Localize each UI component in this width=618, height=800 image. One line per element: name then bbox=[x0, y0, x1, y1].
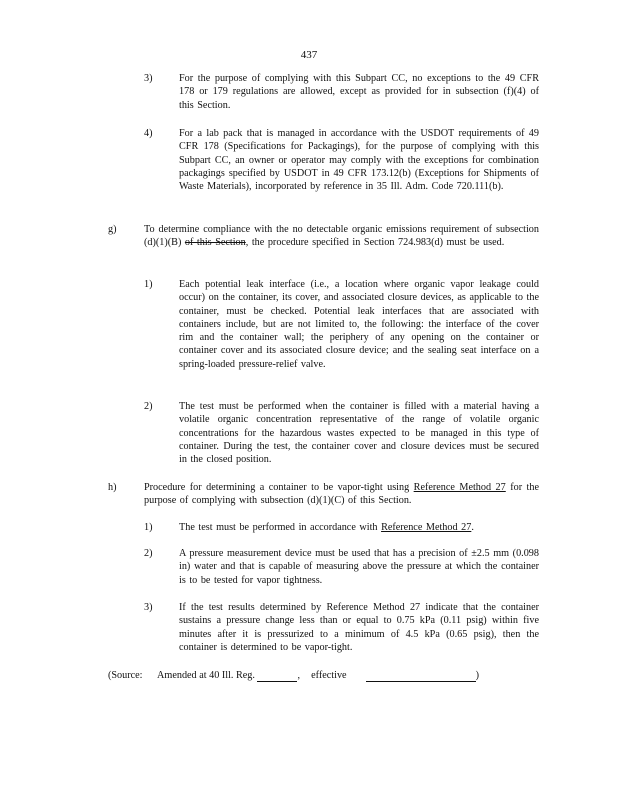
paragraph-label: 1) bbox=[144, 279, 153, 290]
source-effective: effective bbox=[311, 670, 347, 681]
paragraph-label: 4) bbox=[144, 128, 153, 139]
paragraph-label: 3) bbox=[144, 73, 153, 84]
paragraph-label: 1) bbox=[144, 522, 153, 533]
paragraph-label: 2) bbox=[144, 548, 153, 559]
paragraph-text: Each potential leak interface (i.e., a location where organic vapor leakage could occur) on the container, its cover, and associated closure devices, as applicable to the container, must be checked. Potential leak interfaces that are associated with containers include, but are not limited to, the following: the interface of the cover rim and the container wall; the periphery of any opening on the container or container cover and its associated closure device; and the sealing seat interface on a spring-loaded pressure-relief valve. bbox=[179, 279, 539, 370]
paragraph-text-part-a: The test must be performed in accordance with bbox=[179, 522, 378, 533]
paragraph-h2 bbox=[144, 547, 539, 587]
paragraph-text: The test must be performed when the container is filled with a material having a volatile organic concentration representative of the range of volatile organic concentrations for the hazardous wastes expected to be managed in this type of container. During the test, the container cover and closure devices must be secured in the closed position. bbox=[179, 401, 539, 466]
paragraph-text: If the test results determined by Reference Method 27 indicate that the container sustains a pressure change less than or equal to 0.75 kPa (0.11 psig) within five minutes after it is pressurized to a minimum of 4.5 kPa (0.65 psig), then the container is determined to be vapor-tight. bbox=[179, 602, 539, 653]
subsection-text-part-b: , the procedure specified in Section 724.983(d) must be used. bbox=[245, 237, 505, 249]
paragraph-h1 bbox=[144, 521, 539, 534]
source-note: (Source: Amended at 40 Ill. Reg. , effective ) bbox=[108, 670, 480, 681]
subsection-text bbox=[144, 223, 539, 250]
effective-date-blank bbox=[366, 670, 476, 682]
subsection-text bbox=[144, 481, 539, 508]
subsection-label: g) bbox=[108, 224, 117, 235]
paragraph-text bbox=[179, 521, 539, 534]
paragraph-g2 bbox=[144, 400, 539, 466]
source-amended: Amended at 40 Ill. Reg. bbox=[157, 670, 255, 681]
subsection-text-part-a: Procedure for determining a container to be vapor-tight using bbox=[144, 482, 410, 493]
paragraph-text: For the purpose of complying with this Subpart CC, no exceptions to the 49 CFR 178 or 179 regulations are allowed, except as provided for in subsection (f)(4) of this Section. bbox=[179, 73, 539, 111]
paragraph-h3 bbox=[144, 601, 539, 654]
paragraph-label: 3) bbox=[144, 602, 153, 613]
register-volume-blank bbox=[257, 670, 297, 682]
paragraph-text-part-b: . bbox=[471, 522, 474, 533]
paragraph-f3 bbox=[144, 72, 539, 112]
page-number: 437 bbox=[300, 49, 318, 61]
subsection-text-part-b: for the purpose of complying with subsection (d)(1)(C) of this Section. bbox=[144, 482, 540, 507]
paragraph-g1 bbox=[144, 278, 539, 371]
struck-text: of this Section bbox=[184, 237, 246, 249]
reference-method-link: Reference Method 27 bbox=[381, 522, 472, 533]
paragraph-label: 2) bbox=[144, 401, 153, 412]
subsection-label: h) bbox=[108, 482, 117, 493]
paragraph-f4 bbox=[144, 127, 539, 193]
subsection-h bbox=[108, 481, 539, 508]
paragraph-text: For a lab pack that is managed in accordance with the USDOT requirements of 49 CFR 178 (Specifications for Packagings), for the purpose of complying with this Subpart CC, an owner or operator may comply with the exceptions for combination packagings specified by USDOT in 49 CFR 173.12(b) (Exceptions for Shipments of Waste Materials), incorporated by reference in 35 Ill. Adm. Code 720.111(b). bbox=[179, 128, 539, 193]
source-close: ) bbox=[475, 670, 480, 681]
source-open: (Source: bbox=[108, 670, 143, 681]
subsection-g bbox=[108, 223, 539, 250]
reference-method-link: Reference Method 27 bbox=[413, 482, 506, 493]
paragraph-text: A pressure measurement device must be used that has a precision of ±2.5 mm (0.098 in) water and that is capable of measuring above the pressure at which the container is to be tested for vapor tightness. bbox=[179, 548, 539, 586]
subsection-text-part-a: To determine compliance with the no detectable organic emissions requirement of subsection (d)(1)(B) bbox=[144, 224, 539, 249]
